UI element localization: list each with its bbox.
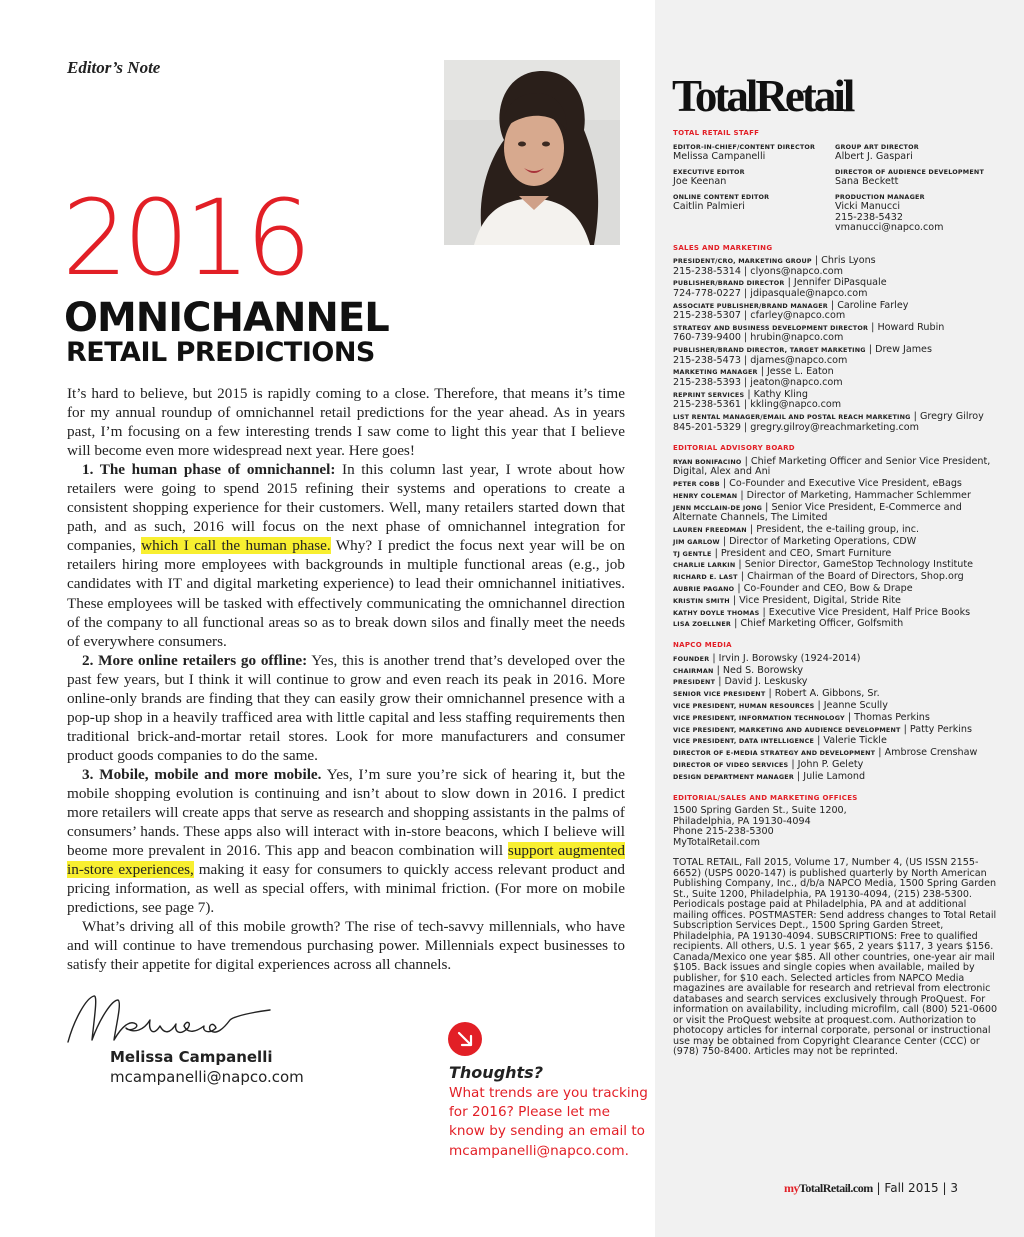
sales-contact: 215-238-5473 | djames@napco.com [673,354,848,366]
board-title: JENN MCCLAIN-DE JONG [673,503,763,512]
section-label: Editor’s Note [67,58,161,77]
sales-entry [673,301,1003,322]
napco-text: | Patty Perkins [900,723,972,735]
napco-entry [673,736,1003,747]
napco-title: DESIGN DEPARTMENT MANAGER [673,772,794,781]
staff-entry [835,167,1003,188]
napco-text: | Julie Lamond [793,770,866,782]
napco-entry [673,725,1003,736]
prediction-3-title: 3. Mobile, mobile and more mobile. [82,765,322,783]
page-footer [784,1181,958,1196]
sales-list [673,256,1003,433]
board-text: | Senior Vice President, E-Commerce and Alternate Channels, The Limited [673,501,962,524]
sales-entry [673,345,1003,366]
footer-separator: | [942,1181,947,1195]
prediction-3-text-cont: making it easy for consumers to quickly access relevant product and pricing information, as well as special offers, with minimal friction. (For more on mobile predictions, see page 7). [67,861,625,917]
staff-title: EDITOR-IN-CHIEF/CONTENT DIRECTOR [673,142,816,151]
napco-title: VICE PRESIDENT, MARKETING AND AUDIENCE DEVELOPMENT [673,725,901,734]
napco-text: | Thomas Perkins [844,711,930,723]
board-text: | Co-Founder and CEO, Bow & Drape [734,583,913,595]
sales-title: PUBLISHER/BRAND DIRECTOR, TARGET MARKETING [673,346,866,355]
napco-text: | Robert A. Gibbons, Sr. [765,688,880,700]
sales-entry [673,256,1003,277]
page-number: 3 [950,1181,958,1195]
board-entry [673,491,1003,502]
board-entry [673,479,1003,490]
staff-entry [835,192,1003,234]
napco-title: PRESIDENT [673,678,716,687]
board-title: HENRY COLEMAN [673,491,738,500]
board-text: | President and CEO, Smart Furniture [711,547,892,559]
napco-title: DIRECTOR OF VIDEO SERVICES [673,760,789,769]
napco-entry [673,748,1003,759]
sales-title: PRESIDENT/CRO, MARKETING GROUP [673,257,812,265]
board-entry [673,572,1003,583]
board-title: RYAN BONIFACINO [673,457,742,466]
board-title: KATHY DOYLE THOMAS [673,608,760,617]
article-closing: What’s driving all of this mobile growth? The rise of tech-savvy millennials, who have and will continue to have tremendous purchasing power. Millennials expect businesses to satisfy their appetite for digital experiences across all channels. [67,918,625,974]
handwritten-signature [64,990,274,1054]
footer-site-prefix: my [784,1181,799,1195]
article-paragraph-2 [67,651,625,765]
sales-contact: 760-739-9400 | hrubin@napco.com [673,332,844,344]
staff-title: ONLINE CONTENT EDITOR [673,192,770,201]
board-entry [673,525,1003,536]
article-intro: It’s hard to believe, but 2015 is rapidly coming to a close. Therefore, that means it’s time for my annual roundup of omnichannel retail predictions for the year ahead. As in years past, I’m focusing on a few interesting trends I saw come to light this year that I believe will become even more widespread next year. Here goes! [67,385,625,460]
napco-text: | Jeanne Scully [814,699,888,711]
napco-list [673,654,1003,782]
staff-name: Caitlin Palmieri [673,201,745,212]
prediction-1-title: 1. The human phase of omnichannel: [82,461,336,479]
board-title: JIM GARLOW [673,537,720,546]
napco-heading: NAPCO MEDIA [673,641,732,650]
staff-title: EXECUTIVE EDITOR [673,167,745,176]
board-text: | Chief Marketing Officer, Golfsmith [731,618,904,630]
sales-contact: 724-778-0227 | jdipasquale@napco.com [673,287,868,299]
napco-entry [673,760,1003,771]
board-text: | Chief Marketing Officer and Senior Vice President, Digital, Alex and Ani [673,455,991,478]
staff-title: DIRECTOR OF AUDIENCE DEVELOPMENT [835,167,985,176]
board-text: | Director of Marketing, Hammacher Schlemmer [737,489,971,501]
sales-title: LIST RENTAL MANAGER/EMAIL AND POSTAL REACH MARKETING [673,413,911,422]
prediction-2-title: 2. More online retailers go offline: [82,651,308,669]
board-title: RICHARD E. LAST [673,573,738,582]
staff-entry [673,142,835,163]
sales-text: | Kathy Kling [744,388,808,400]
sales-title: MARKETING MANAGER [673,368,758,377]
napco-text: | David J. Leskusky [715,676,808,688]
author-name: Melissa Campanelli [110,1048,273,1066]
napco-text: | Ned S. Borowsky [713,664,804,676]
sales-text: | Drew James [865,344,932,356]
board-title: KRISTIN SMITH [673,596,730,605]
editor-photo [444,60,620,245]
board-text: | Senior Director, GameStop Technology Institute [735,559,973,571]
napco-entry [673,666,1003,677]
board-heading: EDITORIAL ADVISORY BOARD [673,444,795,453]
author-email: mcampanelli@napco.com [110,1068,304,1086]
sales-entry [673,412,1003,433]
staff-grid [673,142,1003,234]
napco-entry [673,689,1003,700]
board-text: | President, the e-tailing group, inc. [746,524,920,536]
staff-title: PRODUCTION MANAGER [835,192,925,201]
board-entry [673,596,1003,607]
board-text: | Executive Vice President, Half Price Books [759,606,971,618]
sales-entry [673,367,1003,388]
sales-heading: SALES AND MARKETING [673,243,773,252]
footer-issue: Fall 2015 [884,1181,939,1195]
napco-text: | Irvin J. Borowsky (1924-2014) [709,652,861,664]
napco-title: VICE PRESIDENT, HUMAN RESOURCES [673,701,815,710]
board-entry [673,537,1003,548]
board-title: AUBRIE PAGANO [673,585,735,594]
napco-entry [673,654,1003,665]
offices-heading: EDITORIAL/SALES AND MARKETING OFFICES [673,793,858,802]
sales-text: | Jennifer DiPasquale [784,277,887,289]
board-title: PETER COBB [673,480,720,489]
board-title: TJ GENTLE [673,549,712,558]
napco-entry [673,677,1003,688]
board-entry [673,584,1003,595]
board-text: | Vice President, Digital, Stride Rite [729,594,901,606]
sales-entry [673,323,1003,344]
sales-title: ASSOCIATE PUBLISHER/BRAND MANAGER [673,301,828,310]
staff-name: Albert J. Gaspari [835,151,913,162]
napco-title: FOUNDER [673,654,710,663]
article-body [67,384,625,974]
prediction-1-text-cont: Why? I predict the focus next year will be on retailers hiring more employees with backgrounds in multiple functional areas (e.g., job candidates with IT and digital marketing experience) to lead their omnichannel initiatives. These employees will be tasked with effectively communicating the omnichannel direction of the company to all functional areas so as to break down silos and finally meet the needs of everywhere consumers. [67,537,625,650]
board-entry [673,619,1003,630]
sales-text: | Chris Lyons [811,255,876,266]
prediction-2-text: Yes, this is another trend that’s developed over the past few years, but I think it will continue to grow and even reach its peak in 2016. More online-only brands are finding that they can easily grow their omnichannel presence with a pop-up shop in a heavily trafficed area with little capital and less staffing requirements then traditional brick-and-mortar retail stores. Look for more manufacturers and consumer product goods companies to do the same. [67,651,625,764]
totalretail-logo: TotalRetail [672,71,853,121]
sales-contact: 215-238-5307 | cfarley@napco.com [673,310,846,322]
napco-text: | Valerie Tickle [814,735,887,747]
headline-line-1: OMNICHANNEL [64,295,389,341]
board-title: LISA ZOELLNER [673,620,732,629]
napco-title: CHAIRMAN [673,666,714,675]
board-text: | Chairman of the Board of Directors, Shop.org [737,571,964,583]
staff-title: GROUP ART DIRECTOR [835,142,919,151]
staff-entry [673,167,835,188]
board-entry [673,560,1003,571]
napco-title: VICE PRESIDENT, INFORMATION TECHNOLOGY [673,713,845,722]
sales-text: | Jesse L. Eaton [757,366,834,378]
napco-entry [673,701,1003,712]
highlighted-text-2: support augmented in-store experiences, [67,842,625,879]
board-entry [673,503,1003,524]
napco-entry [673,713,1003,724]
sales-text: | Howard Rubin [868,321,945,333]
napco-title: DIRECTOR OF E-MEDIA STRATEGY AND DEVELOPMENT [673,749,876,758]
offices-address: 1500 Spring Garden St., Suite 1200, Philadelphia, PA 19130-4094 Phone 215-238-5300 MyTotalRetail.com [673,805,847,848]
footer-site [784,1181,873,1195]
board-entry [673,549,1003,560]
napco-title: VICE PRESIDENT, DATA INTELLIGENCE [673,737,815,746]
sales-contact: 845-201-5329 | gregry.gilroy@reachmarketing.com [673,421,919,433]
publication-statement: TOTAL RETAIL, Fall 2015, Volume 17, Number 4, (US ISSN 2155-6652) (USPS 0020-147) is published quarterly by North American Publishing Company, Inc., d/b/a NAPCO Media, 1500 Spring Garden St., Suite 1200, Philadelphia, PA 19130-4094, (215) 238-5300. Periodicals postage paid at Philadelphia, PA and at additional mailing offices. POSTMASTER: Send address changes to Total Retail Subscription Services Dept., 1500 Spring Garden Street, Philadelphia, PA 19130-4094. SUBSCRIPTIONS: Free to qualified recipients. All others, U.S. 1 year $65, 2 years $117, 3 years $156. Canada/Mexico one year $85. All other countries, one-year air mail $105. Back issues and single copies when available, mailed by publisher, for $10 each. Selected articles from NAPCO Media magazines are available for research and retrieval from electronic databases and search services exclusively through ProQuest. For information on availability, including microfilm, call (800) 521-0600 or visit the ProQuest website at proquest.com. Authorization to photocopy articles for internal corporate, personal or instructional use may be obtained from Copyright Clearance Center (CCC) or (978) 750-8400. Articles may not be reprinted. [673,857,998,1057]
staff-entry [673,192,835,234]
staff-name: Joe Keenan [673,176,727,187]
arrow-down-right-icon [448,1022,482,1056]
napco-title: SENIOR VICE PRESIDENT [673,690,766,699]
headline-line-2: RETAIL PREDICTIONS [66,337,375,368]
thoughts-heading: Thoughts? [449,1063,543,1082]
article-paragraph-1 [67,460,625,650]
staff-name: Vicki Manucci 215-238-5432 vmanucci@napco.com [835,201,944,233]
napco-text: | Ambrose Crenshaw [875,747,978,759]
sales-entry [673,390,1003,411]
board-title: LAUREN FREEDMAN [673,526,747,535]
napco-text: | John P. Gelety [788,758,864,770]
sales-contact: 215-238-5314 | clyons@napco.com [673,265,844,277]
staff-entry [835,142,1003,163]
board-entry [673,457,1003,478]
footer-separator: | [876,1181,881,1195]
napco-entry [673,772,1003,783]
sales-text: | Gregry Gilroy [910,411,984,423]
footer-site-name: TotalRetail.com [799,1181,873,1195]
sales-title: REPRINT SERVICES [673,390,745,399]
board-text: | Director of Marketing Operations, CDW [719,535,917,547]
sales-contact: 215-238-5393 | jeaton@napco.com [673,376,843,388]
headline-year: 2016 [62,177,307,299]
prediction-1-text: In this column last year, I wrote about how retailers were going to spend 2015 refining their systems and operations to create a consistent shopping experience for their customers. Well, many retailers started down that path, and as such, 2016 will focus on the next phase of omnichannel integration for companies, [67,461,625,555]
sales-text: | Caroline Farley [827,299,909,311]
staff-name: Melissa Campanelli [673,151,766,162]
prediction-3-text: Yes, I’m sure you’re sick of hearing it, but the mobile shopping evolution is continuing and isn’t about to slow down in 2016. I predict more retailers will create apps that serve as research and shopping assistants in the palms of consumers’ hands. These apps also will interact with in-store beacons, which I believe will beome more prevalent in 2016. This app and beacon combination will [67,765,625,860]
highlighted-text-1: which I call the human phase. [141,537,331,555]
board-list [673,457,1003,630]
board-title: CHARLIE LARKIN [673,561,736,570]
staff-name: Sana Beckett [835,176,899,187]
sales-title: STRATEGY AND BUSINESS DEVELOPMENT DIRECTOR [673,323,869,332]
sales-entry [673,278,1003,299]
article-paragraph-3 [67,765,625,917]
sales-contact: 215-238-5361 | kkling@napco.com [673,399,842,411]
editor-portrait-image [444,60,620,245]
sales-title: PUBLISHER/BRAND DIRECTOR [673,279,785,288]
thoughts-text: What trends are you tracking for 2016? Please let me know by sending an email to mcampanelli@napco.com. [449,1085,648,1159]
board-entry [673,608,1003,619]
board-text: | Co-Founder and Executive Vice President, eBags [719,478,962,490]
staff-heading: TOTAL RETAIL STAFF [673,129,760,137]
masthead [673,128,1003,1058]
